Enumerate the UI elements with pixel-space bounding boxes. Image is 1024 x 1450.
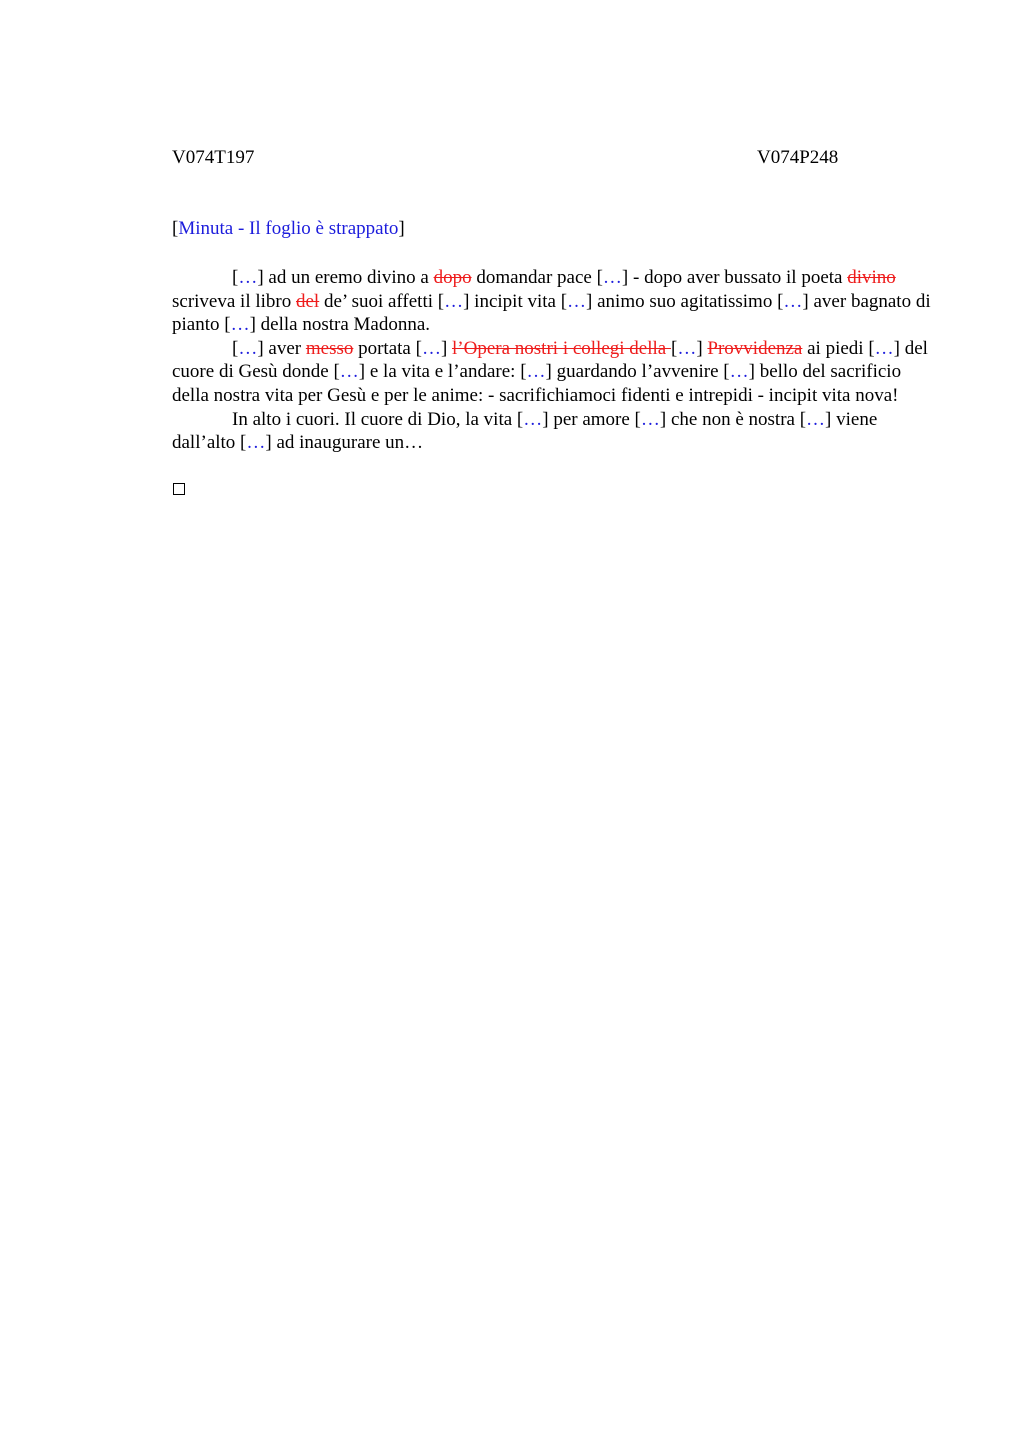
volume-page-code: V074P248 bbox=[757, 147, 839, 168]
text-segment: ] incipit vita [ bbox=[463, 290, 568, 312]
lacuna-ellipsis: … bbox=[230, 314, 250, 336]
deleted-text: divino bbox=[847, 267, 896, 288]
text-segment: domandar pace [ bbox=[471, 267, 603, 288]
text-segment: ] che non è nostra [ bbox=[659, 408, 807, 430]
text-segment: [ bbox=[670, 337, 678, 359]
editorial-note bbox=[172, 218, 405, 240]
text-segment: ] animo suo agitatissimo [ bbox=[586, 290, 784, 312]
text-segment: de’ suoi affetti [ bbox=[319, 290, 445, 312]
text-segment: [ bbox=[232, 267, 239, 288]
text-segment: ] per amore [ bbox=[542, 408, 641, 430]
text-segment: In alto i cuori. Il cuore di Dio, la vita [ bbox=[232, 408, 524, 430]
lacuna-ellipsis: … bbox=[806, 408, 826, 430]
text-segment: ] ad inaugurare un… bbox=[265, 432, 424, 454]
volume-text-code: V074T197 bbox=[172, 147, 255, 168]
lacuna-ellipsis: … bbox=[339, 361, 359, 383]
text-segment: ] - dopo aver bussato il poeta bbox=[621, 267, 848, 288]
text-segment: [ bbox=[232, 337, 239, 359]
lacuna-ellipsis: … bbox=[421, 337, 441, 359]
lacuna-ellipsis: … bbox=[677, 337, 697, 359]
lacuna-ellipsis: … bbox=[729, 361, 749, 383]
text-segment: ] guardando l’avvenire [ bbox=[545, 361, 730, 383]
text-segment: scriveva il libro bbox=[172, 290, 296, 312]
text-segment: ] ad un eremo divino a bbox=[257, 267, 434, 288]
text-segment: ] bbox=[696, 337, 708, 359]
letter-body bbox=[172, 266, 932, 455]
paragraph-3 bbox=[172, 408, 932, 455]
lacuna-ellipsis: … bbox=[783, 290, 803, 312]
text-segment: ] e la vita e l’andare: [ bbox=[358, 361, 527, 383]
text-segment: ] aver bagnato di pianto [ bbox=[172, 290, 931, 336]
lacuna-ellipsis: … bbox=[523, 408, 543, 430]
empty-square-icon bbox=[173, 483, 185, 495]
deleted-text: dopo bbox=[433, 267, 472, 288]
paragraph-1 bbox=[172, 266, 932, 337]
note-text: Minuta - Il foglio è strappato bbox=[178, 218, 399, 239]
lacuna-ellipsis: … bbox=[874, 337, 894, 359]
lacuna-ellipsis: … bbox=[602, 267, 622, 288]
deleted-text: messo bbox=[305, 337, 354, 359]
lacuna-ellipsis: … bbox=[526, 361, 546, 383]
text-segment: ] del cuore di Gesù donde [ bbox=[172, 337, 928, 383]
deleted-text: Provvidenza bbox=[707, 337, 803, 359]
text-segment: ] della nostra Madonna. bbox=[249, 314, 431, 336]
text-segment: ] bello del sacrificio della nostra vita per Gesù e per le anime: - sacrifichiamoci fidenti e intrepidi - incipit vita nova! bbox=[172, 361, 902, 406]
text-segment: ai piedi [ bbox=[802, 337, 875, 359]
lacuna-ellipsis: … bbox=[640, 408, 660, 430]
text-segment: ] viene dall’alto [ bbox=[172, 408, 878, 454]
lacuna-ellipsis: … bbox=[238, 337, 258, 359]
deleted-text: l’Opera nostri i collegi della bbox=[452, 337, 671, 359]
text-segment: ] bbox=[440, 337, 453, 359]
paragraph-2 bbox=[172, 337, 932, 408]
text-segment: ] aver bbox=[257, 337, 306, 359]
lacuna-ellipsis: … bbox=[238, 267, 258, 288]
lacuna-ellipsis: … bbox=[567, 290, 587, 312]
lacuna-ellipsis: … bbox=[444, 290, 464, 312]
note-open-bracket: [ bbox=[172, 218, 179, 239]
text-segment: portata [ bbox=[353, 337, 422, 359]
note-close-bracket: ] bbox=[398, 218, 405, 239]
lacuna-ellipsis: … bbox=[246, 432, 266, 454]
deleted-text: del bbox=[296, 290, 320, 312]
